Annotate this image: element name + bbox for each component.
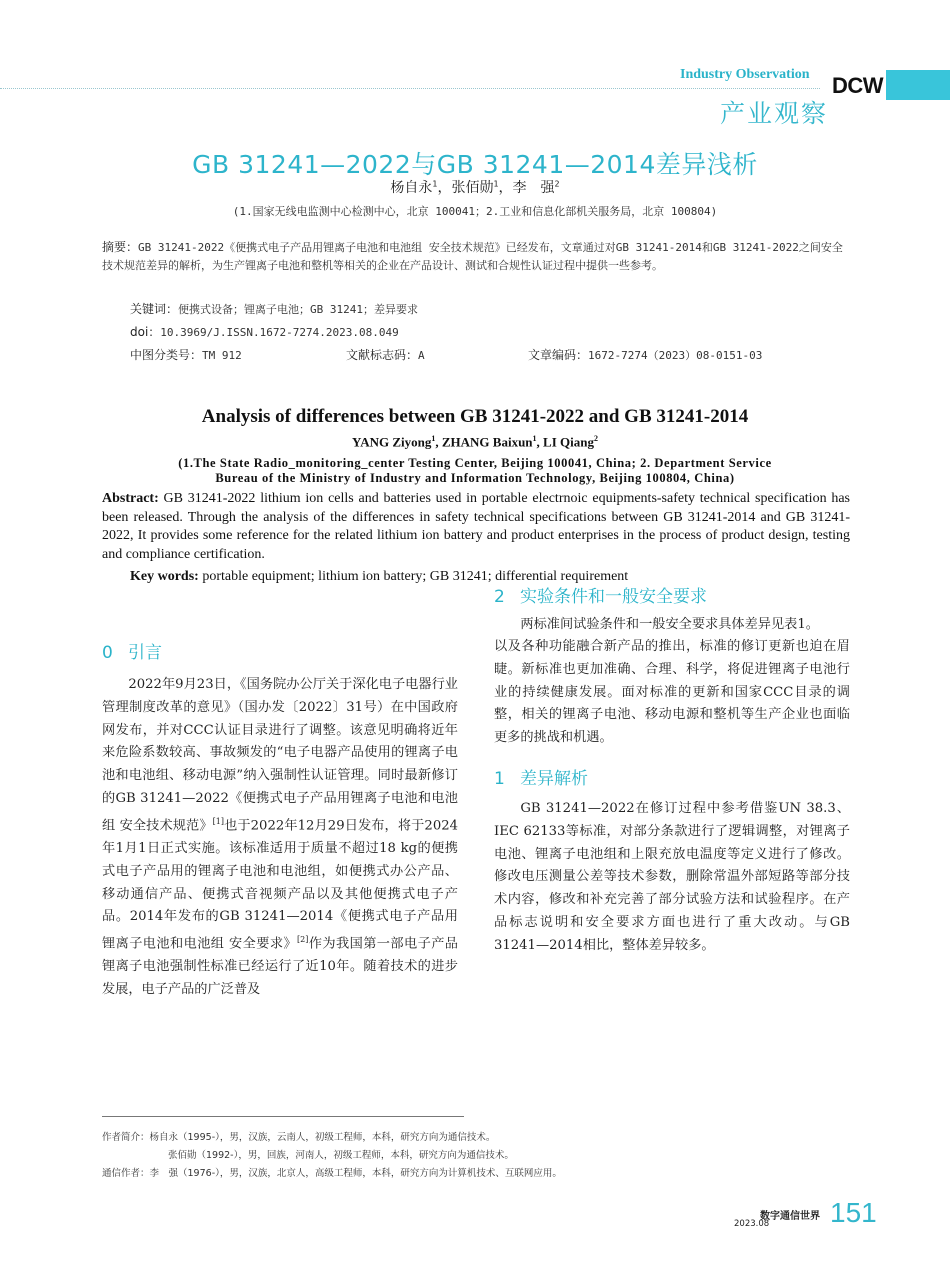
section-number: 2 <box>494 587 505 607</box>
intro-paragraph <box>102 674 458 1002</box>
section-number: 0 <box>102 643 113 663</box>
doc-code-value: A <box>418 349 425 362</box>
article-title-en: Analysis of differences between GB 31241-2022 and GB 31241-2014 <box>201 406 749 427</box>
magazine-name: 数字通信世界 <box>760 1211 820 1222</box>
author-list-cn: 杨自永$^1$，张佰勋$^1$，李 强$^2$ <box>390 179 560 196</box>
citation-ref[interactable]: [2] <box>297 935 309 945</box>
abstract-en <box>102 490 850 564</box>
keywords-cn <box>130 300 850 317</box>
section-title: 实验条件和一般安全要求 <box>520 587 707 607</box>
keywords-text: 便携式设备；锂离子电池；GB 31241；差异要求 <box>178 303 418 316</box>
author-affiliation-mark: 1 <box>432 179 438 189</box>
body-text: GB 31241—2022在修订过程中参考借鉴UN 38.3、IEC 62133等标准，对部分条款进行了逻辑调整，对锂离子电池、锂离子电池组和上限充放电温度等定义进行了修改。修改电压测量公差等技术参数，删除常温外部短路等部分技术内容，修改和补充完善了部分试验方法和试验程序。在产品标志说明和安全要求方面也进行了重大改动。与GB 31241—2014相比，整体差异较多。 <box>494 801 850 953</box>
author-name-en: ZHANG Baixun <box>441 434 533 450</box>
author-footnotes <box>102 1129 822 1183</box>
article-code-label: 文章编码： <box>528 348 589 362</box>
clc-label: 中图分类号： <box>130 348 203 362</box>
author-name: 张佰勋 <box>451 180 494 196</box>
affiliation-en-line: (1.The State Radio_monitoring_center Testing Center, Beijing 100041, China; 2. Department Service <box>178 456 772 470</box>
section-heading-2 <box>494 582 850 607</box>
header-accent-bar <box>886 70 950 100</box>
author-affiliation-mark: 2 <box>554 179 560 189</box>
section-label-en: Industry Observation <box>680 67 810 82</box>
author-affiliation-mark: 1 <box>532 434 537 443</box>
author-affiliation-mark: 2 <box>593 434 598 443</box>
doi-label: doi： <box>130 325 161 339</box>
article-code-value: 1672-7274（2023）08-0151-03 <box>588 349 763 362</box>
author-name-en: LI Qiang <box>543 434 594 450</box>
body-text: 以及各种功能融合新产品的推出，标准的修订更新也迫在眉睫。新标准也更加准确、合理、科学，将促进锂离子电池行业的持续健康发展。面对标准的更新和国家CCC目录的调整，相关的锂离子电池、移动电源和整机等生产企业也面临更多的挑战和机遇。 <box>494 639 850 746</box>
affiliation-en <box>100 456 850 486</box>
section-title: 引言 <box>128 643 162 663</box>
issue-date: 2023.08 <box>734 1219 770 1229</box>
author-bio: 杨自永（1995-），男，汉族，云南人，初级工程师，本科，研究方向为通信技术。 <box>149 1132 496 1143</box>
footnote-rule <box>102 1116 464 1117</box>
affiliation-en-line: Bureau of the Ministry of Industry and Information Technology, Beijing 100804, China) <box>215 471 735 485</box>
citation-ref[interactable]: [1] <box>212 816 224 826</box>
differences-paragraph <box>494 798 850 958</box>
abstract-cn <box>102 238 850 275</box>
section-label-cn: 产业观察 <box>720 99 829 128</box>
body-text: 2022年9月23日，《国务院办公厅关于深化电子电器行业管理制度改革的意见》（国办发〔2022〕31号）在中国政府网发布，并对CCC认证目录进行了调整。该意见明确将近年来危险系数较高、事故频发的“电子电器产品使用的锂离子电池和电池组、移动电源”纳入强制性认证管理。同时最新修订的GB 31241—2022《便携式电子产品用锂离子电池和电池组 安全技术规范》 <box>102 677 458 834</box>
corresponding-author: 李 强（1976-），男，汉族，北京人，高级工程师，本科，研究方向为计算机技术、互联网应用。 <box>149 1168 562 1179</box>
corresponding-label: 通信作者： <box>102 1168 150 1179</box>
doi-line <box>130 323 850 340</box>
author-name-en: YANG Ziyong <box>352 434 432 450</box>
author-affiliation-mark: 1 <box>431 434 436 443</box>
abstract-en-label: Abstract: <box>102 491 159 506</box>
abstract-en-text: GB 31241-2022 lithium ion cells and batteries used in portable electrnoic equipments-safety technical specification has been released. Through the analysis of the differences in safety technical specifications between GB 31241-2014 and GB 31241-2022, It provides some reference for the related lithium ion battery and product enterprises in the process of product design, testing and compliance certification. <box>102 491 851 562</box>
body-text: 两标准间试验条件和一般安全要求具体差异见表1。 <box>520 617 819 632</box>
journal-logo: DCW <box>832 73 884 98</box>
page-number: 151 <box>830 1197 877 1228</box>
author-name: 李 强 <box>512 180 555 196</box>
section-heading-1 <box>494 764 850 789</box>
doi-value[interactable]: 10.3969/J.ISSN.1672-7274.2023.08.049 <box>160 326 399 339</box>
header-dotted-rule <box>0 88 820 89</box>
section-heading-0 <box>102 638 458 663</box>
body-text: 也于2022年12月29日发布，将于2024年1月1日正式实施。该标准适用于质量不超过18 kg的便携式电子产品用的锂离子电池和电池组，如便携式办公产品、移动通信产品、便携式音视频产品以及其他便携式电子产品。2014年发布的GB 31241—2014《便携式电子产品用锂离子电池和电池组 安全要求》 <box>102 818 458 952</box>
article-title-cn: GB 31241—2022与GB 31241—2014差异浅析 <box>192 150 758 179</box>
keywords-en-text: portable equipment; lithium ion battery; GB 31241; differential requirement <box>202 569 629 584</box>
bio-label: 作者简介： <box>102 1132 150 1143</box>
affiliation-cn: (1.国家无线电监测中心检测中心，北京 100041；2.工业和信息化部机关服务局，北京 100804) <box>232 205 718 218</box>
section-number: 1 <box>494 769 505 789</box>
conditions-paragraph <box>494 614 850 637</box>
author-bio: 张佰勋（1992-），男，回族，河南人，初级工程师，本科，研究方向为通信技术。 <box>168 1150 514 1161</box>
abstract-text: GB 31241-2022《便携式电子产品用锂离子电池和电池组 安全技术规范》已经发布，文章通过对GB 31241-2014和GB 31241-2022之间安全技术规范差异的解析，为生产锂离子电池和整机等相关的企业在产品设计、测试和合规性认证过程中提供一些参考。 <box>102 241 843 272</box>
author-name: 杨自永 <box>390 180 433 196</box>
intro-paragraph-continued <box>494 636 850 750</box>
keywords-en-label: Key words: <box>130 569 199 584</box>
author-list-en: YANG Ziyong$^1$, ZHANG Baixun$^1$, LI Qiang$^2$ <box>352 434 598 450</box>
clc-value: TM 912 <box>202 349 242 362</box>
keywords-label: 关键词： <box>130 302 179 316</box>
section-title: 差异解析 <box>520 769 588 789</box>
author-affiliation-mark: 1 <box>493 179 499 189</box>
doc-code-label: 文献标志码： <box>346 348 419 362</box>
body-text: 作为我国第一部电子产品锂离子电池强制性标准已经运行了近10年。随着技术的进步发展，电子产品的广泛普及 <box>102 936 458 998</box>
abstract-label: 摘要： <box>102 240 139 254</box>
